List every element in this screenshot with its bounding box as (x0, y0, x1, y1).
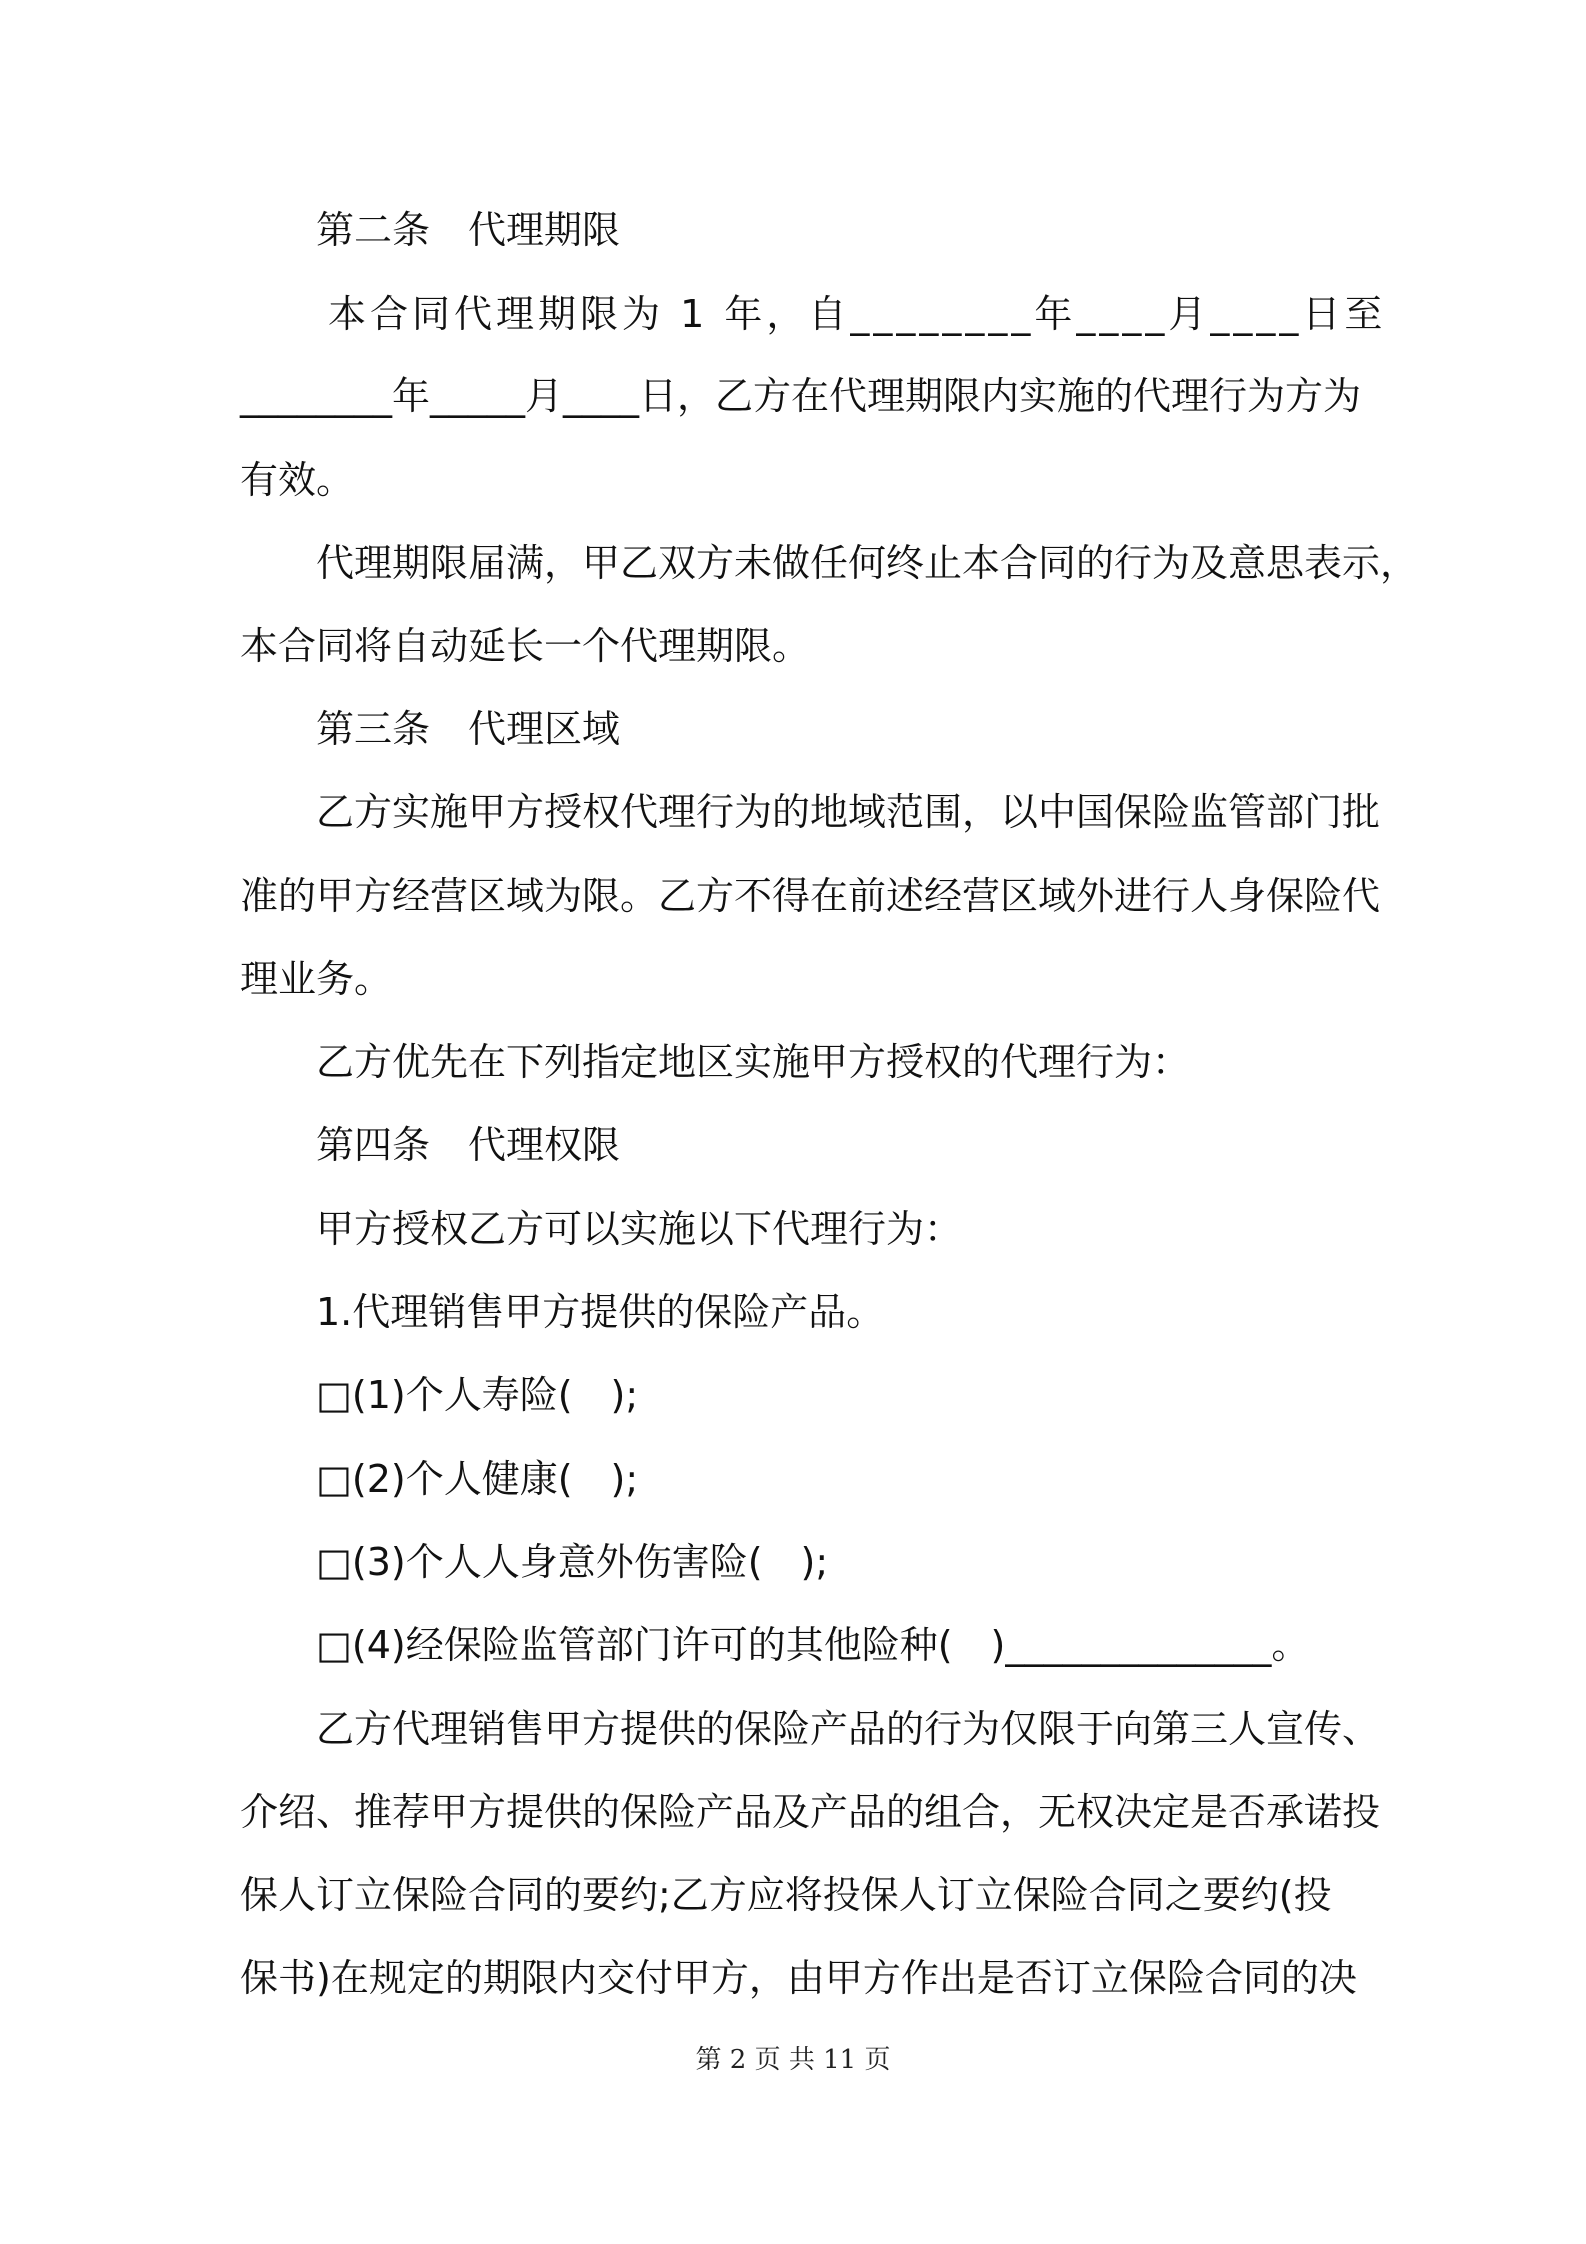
list-item: 1.代理销售甲方提供的保险产品。 (316, 1290, 885, 1334)
text-line: 乙方代理销售甲方提供的保险产品的行为仅限于向第三人宣传、 (316, 1707, 1381, 1751)
checkbox-item-accident-insurance: □(3)个人人身意外伤害险( ); (316, 1540, 829, 1584)
text-line: 保书)在规定的期限内交付甲方，由甲方作出是否订立保险合同的决 (240, 1956, 1357, 2000)
text-line: 介绍、推荐甲方提供的保险产品及产品的组合，无权决定是否承诺投 (240, 1790, 1381, 1834)
text-line: 本合同代理期限为 1 年，自________年____月____日至 (328, 292, 1387, 336)
article-3-heading: 第三条 代理区域 (316, 707, 621, 751)
text-line: 代理期限届满，甲乙双方未做任何终止本合同的行为及意思表示， (316, 541, 1419, 585)
checkbox-item-other-insurance: □(4)经保险监管部门许可的其他险种( )______________。 (316, 1623, 1310, 1667)
checkbox-item-life-insurance: □(1)个人寿险( ); (316, 1373, 639, 1417)
text-line: 理业务。 (240, 957, 393, 1001)
text-line: 准的甲方经营区域为限。乙方不得在前述经营区域外进行人身保险代 (240, 874, 1381, 918)
text-line: 本合同将自动延长一个代理期限。 (240, 624, 811, 668)
text-line: 保人订立保险合同的要约;乙方应将投保人订立保险合同之要约(投 (240, 1873, 1332, 1917)
text-line: 乙方实施甲方授权代理行为的地域范围，以中国保险监管部门批 (316, 790, 1381, 834)
article-2-heading: 第二条 代理期限 (316, 208, 621, 252)
text-line: 乙方优先在下列指定地区实施甲方授权的代理行为： (316, 1040, 1191, 1084)
text-line: 有效。 (240, 458, 355, 502)
text-line: 甲方授权乙方可以实施以下代理行为： (316, 1207, 963, 1251)
article-4-heading: 第四条 代理权限 (316, 1123, 621, 1167)
page-number-footer: 第 2 页 共 11 页 (695, 2045, 891, 2075)
text-line: ________年_____月____日，乙方在代理期限内实施的代理行为方为 (240, 374, 1362, 418)
checkbox-item-health-insurance: □(2)个人健康( ); (316, 1457, 639, 1501)
